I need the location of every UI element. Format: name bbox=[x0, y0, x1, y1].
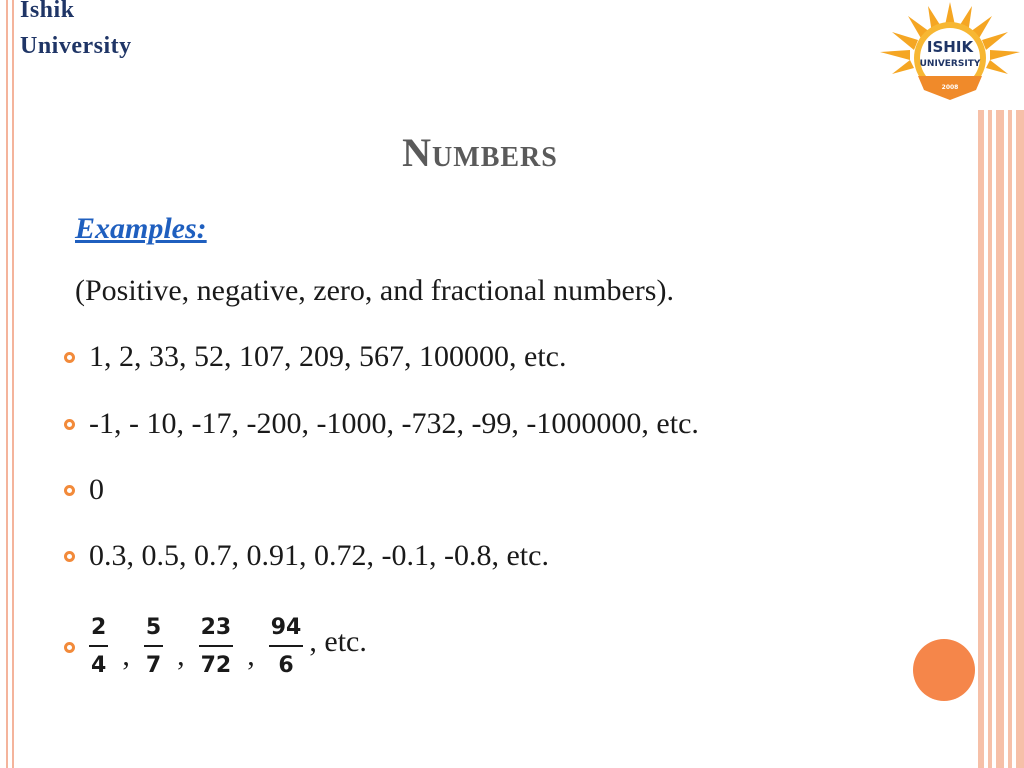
fraction-suffix: , etc. bbox=[309, 625, 367, 658]
fraction-numerator: 94 bbox=[270, 615, 302, 640]
university-name-line2: University bbox=[20, 33, 132, 59]
list-item bbox=[64, 403, 699, 445]
left-border-line bbox=[12, 0, 14, 768]
right-stripe bbox=[996, 110, 1004, 768]
left-border-line bbox=[6, 0, 8, 768]
separator: , bbox=[247, 639, 255, 672]
list-item-text: -1, - 10, -17, -200, -1000, -732, -99, -1000000, etc. bbox=[89, 407, 699, 440]
fraction-denominator: 72 bbox=[200, 653, 232, 678]
fraction-numerator: 5 bbox=[145, 615, 162, 640]
fraction bbox=[144, 615, 163, 679]
sun-logo-icon bbox=[876, 0, 1024, 110]
university-name-line1: Ishik bbox=[20, 0, 75, 23]
fraction-denominator: 6 bbox=[278, 653, 294, 678]
fraction-denominator: 7 bbox=[145, 653, 162, 678]
logo-year: 2008 bbox=[941, 84, 959, 91]
fraction-numerator: 2 bbox=[91, 615, 107, 640]
right-stripe bbox=[1008, 110, 1012, 768]
list-item bbox=[64, 469, 104, 511]
logo-line1: ISHIK bbox=[926, 38, 974, 56]
bullet-circle-icon bbox=[64, 551, 75, 562]
fraction-numerator: 23 bbox=[200, 615, 232, 640]
fraction-denominator: 4 bbox=[91, 653, 107, 678]
list-item-text: 0.3, 0.5, 0.7, 0.91, 0.72, -0.1, -0.8, etc. bbox=[89, 539, 549, 572]
right-stripe bbox=[988, 110, 992, 768]
list-item bbox=[64, 336, 566, 378]
logo-line2: UNIVERSITY bbox=[919, 59, 981, 69]
fraction bbox=[269, 615, 304, 679]
bullet-circle-icon bbox=[64, 419, 75, 430]
list-item-fractions bbox=[64, 610, 367, 684]
bullet-circle-icon bbox=[64, 485, 75, 496]
page-title: Numbers bbox=[402, 130, 558, 175]
intro-text: (Positive, negative, zero, and fractional numbers). bbox=[75, 274, 674, 307]
fraction bbox=[89, 615, 108, 679]
decorative-circle bbox=[913, 639, 975, 701]
right-stripe bbox=[978, 110, 984, 768]
bullet-circle-icon bbox=[64, 642, 75, 653]
separator: , bbox=[177, 639, 185, 672]
university-name bbox=[20, 0, 132, 64]
fraction bbox=[199, 615, 234, 679]
separator: , bbox=[122, 639, 130, 672]
list-item-text: 0 bbox=[89, 473, 104, 506]
examples-heading: Examples: bbox=[75, 212, 207, 245]
list-item-text: 1, 2, 33, 52, 107, 209, 567, 100000, etc. bbox=[89, 340, 567, 373]
right-stripe bbox=[1016, 110, 1024, 768]
bullet-circle-icon bbox=[64, 352, 75, 363]
list-item bbox=[64, 535, 549, 577]
